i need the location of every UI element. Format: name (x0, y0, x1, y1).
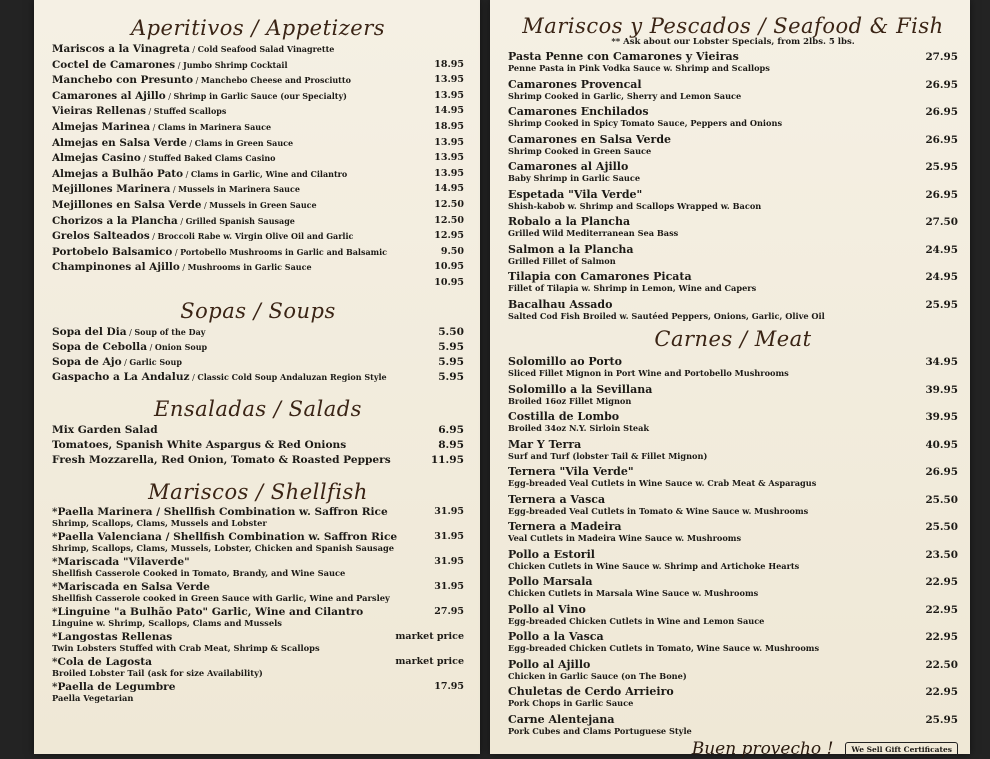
menu-item (508, 439, 958, 461)
menu-item (52, 681, 464, 705)
menu-item-description: Chicken Cutlets in Marsala Wine Sauce w. Mushrooms (508, 588, 759, 598)
menu-item-name: *Mariscada en Salsa Verde (52, 580, 210, 593)
menu-item-name: Almejas Marinea (52, 120, 151, 133)
meat-list (508, 356, 958, 736)
menu-item-name: Almejas a Bulhão Pato (52, 167, 184, 180)
menu-item-description: Portobello Mushrooms in Garlic and Balsamic (180, 246, 388, 257)
menu-item-description: Soup of the Day (134, 326, 206, 337)
menu-item-text: Champinones al Ajillo / Mushrooms in Garlic Sauce (52, 261, 312, 274)
menu-item-text (508, 134, 919, 156)
lobster-note: ** Ask about our Lobster Specials, from 2lbs. 5 lbs. (611, 37, 855, 47)
menu-item (52, 151, 464, 167)
menu-item-name: Fresh Mozzarella, Red Onion, Tomato & Roasted Peppers (52, 453, 391, 466)
menu-item-description: Mushrooms in Garlic Sauce (187, 262, 312, 273)
menu-item-text (508, 576, 919, 598)
menu-item-description: Penne Pasta in Pink Vodka Sauce w. Shrimp and Scallops (508, 63, 770, 73)
menu-item (52, 104, 464, 120)
menu-item-text (508, 216, 919, 238)
menu-item-price: 31.95 (434, 580, 464, 592)
menu-item-text (508, 521, 919, 543)
menu-item-name: Gaspacho a La Andaluz (52, 370, 190, 383)
menu-item (52, 355, 464, 370)
menu-item-price: 22.95 (925, 603, 958, 616)
menu-item-price: 14.95 (434, 183, 464, 195)
menu-item (508, 549, 958, 571)
menu-item-price: 27.50 (925, 216, 958, 228)
menu-item-price: 22.95 (925, 631, 958, 643)
menu-item-description: Clams in Green Sauce (194, 137, 294, 148)
appetizers-list (52, 42, 464, 291)
menu-item-description: Twin Lobsters Stuffed with Crab Meat, Shrimp & Scallops (52, 643, 320, 653)
menu-item-price: 18.95 (434, 120, 464, 132)
menu-item-name: Chuletas de Cerdo Arrieiro (508, 685, 674, 698)
menu-item-description: Shrimp, Scallops, Clams, Mussels, Lobster, Chicken and Spanish Sausage (52, 543, 395, 553)
menu-item-name: Espetada "Vila Verde" (508, 187, 643, 201)
menu-item-text (52, 631, 389, 655)
menu-item-text: Almejas Marinea / Clams in Marinera Sauce (52, 120, 272, 133)
menu-item-name: Carne Alentejana (508, 712, 615, 726)
menu-item-price: 13.95 (434, 74, 464, 86)
menu-item-text (508, 189, 919, 211)
menu-item-price: 39.95 (925, 383, 958, 396)
menu-item (52, 423, 464, 438)
menu-item (52, 182, 464, 198)
menu-item-text (508, 79, 919, 101)
menu-item-description: Stuffed Baked Clams Casino (148, 153, 276, 164)
menu-item-price: 14.95 (434, 105, 464, 117)
menu-item (52, 631, 464, 655)
menu-item-text: Coctel de Camarones / Jumbo Shrimp Cocktail (52, 58, 288, 71)
menu-item (52, 136, 464, 152)
menu-item-text (52, 556, 428, 580)
menu-item-description: Salted Cod Fish Broiled w. Sautéed Peppers, Onions, Garlic, Olive Oil (508, 310, 825, 321)
menu-item-text (52, 506, 428, 530)
menu-item-name: Robalo a la Plancha (508, 215, 631, 228)
menu-item-name: *Langostas Rellenas (52, 630, 173, 643)
menu-item-name: Sopa de Cebolla (52, 340, 148, 353)
menu-item-description: Mussels in Marinera Sauce (178, 184, 300, 195)
menu-item (508, 576, 958, 598)
meat-heading: Carnes / Meat (654, 327, 812, 351)
menu-item-price: 5.95 (438, 355, 464, 368)
menu-item (52, 120, 464, 136)
menu-item-price: 5.95 (438, 370, 464, 383)
menu-item-description: Chicken Cutlets in Wine Sauce w. Shrimp and Artichoke Hearts (508, 560, 800, 571)
menu-item (508, 659, 958, 681)
menu-item (508, 686, 958, 708)
menu-item-description: Cold Seafood Salad Vinagrette (197, 44, 335, 54)
menu-item-price: 31.95 (434, 505, 464, 517)
menu-item-text: Vieiras Rellenas / Stuffed Scallops (52, 105, 227, 118)
menu-item-price: 26.95 (925, 188, 958, 201)
menu-item-price: 39.95 (925, 411, 958, 423)
menu-item-price: 5.95 (438, 340, 464, 353)
menu-item-text (508, 161, 919, 183)
menu-item-price: 13.95 (434, 167, 464, 179)
menu-item-description: Jumbo Shrimp Cocktail (182, 59, 288, 70)
menu-item-price: 18.95 (434, 58, 464, 70)
menu-item-text (508, 714, 919, 736)
menu-item-text (508, 106, 919, 128)
menu-item-text: Mariscos a la Vinagreta / Cold Seafood Salad Vinagrette (52, 43, 335, 55)
menu-item (52, 214, 464, 230)
menu-item-description: Shrimp Cooked in Garlic, Sherry and Lemon Sauce (508, 90, 742, 101)
menu-item (52, 167, 464, 183)
menu-item-name: Sopa del Dia (52, 325, 127, 338)
menu-item-price: 24.95 (925, 243, 958, 256)
buen-provecho: Buen provecho ! (691, 739, 834, 759)
menu-item-name: Champinones al Ajillo (52, 261, 180, 274)
menu-item-name: Bacalhau Assado (508, 297, 613, 311)
menu-item-description: Stuffed Scallops (153, 106, 227, 117)
menu-item-name: Costilla de Lombo (508, 410, 620, 423)
menu-item (508, 384, 958, 406)
menu-item-text (52, 531, 428, 555)
menu-item-price: 10.95 (434, 261, 464, 273)
menu-item (508, 631, 958, 653)
menu-item (508, 51, 958, 73)
menu-item-text: Chorizos a la Plancha / Grilled Spanish Sausage (52, 214, 295, 227)
menu-item (52, 581, 464, 605)
menu-item (52, 58, 464, 74)
menu-item-text: Almejas a Bulhão Pato / Clams in Garlic, Wine and Cilantro (52, 167, 348, 180)
menu-item-description: Garlic Soup (129, 356, 182, 367)
menu-item-name: Mariscos a la Vinagreta (52, 43, 190, 55)
menu-item-name: Camarones al Ajillo (52, 89, 166, 102)
menu-item-text: Almejas Casino / Stuffed Baked Clams Casino (52, 152, 276, 165)
menu-item-price: 12.50 (434, 214, 464, 226)
menu-item (52, 453, 464, 468)
menu-item-price: 12.95 (434, 230, 464, 242)
menu-item-name: Pasta Penne con Camarones y Vieiras (508, 50, 739, 63)
shellfish-list (52, 506, 464, 705)
menu-item-price: 13.95 (434, 136, 464, 148)
menu-item-price: 23.50 (925, 548, 958, 561)
menu-item-price: 22.50 (925, 658, 958, 671)
menu-item-name: Camarones Provencal (508, 77, 642, 91)
menu-item-text: Grelos Salteados / Broccoli Rabe w. Virgin Olive Oil and Garlic (52, 230, 354, 243)
menu-item-description: Linguine w. Shrimp, Scallops, Clams and Mussels (52, 618, 282, 628)
menu-item-name: Pollo a la Vasca (508, 630, 604, 643)
menu-item-price: market price (395, 630, 464, 642)
seafood-list (508, 51, 958, 321)
menu-item-name: Mejillones en Salsa Verde (52, 198, 202, 211)
menu-item-text (52, 438, 432, 453)
gift-certificates-badge: We Sell Gift Certificates (845, 742, 958, 757)
menu-item-text (52, 423, 432, 438)
menu-item-price: 25.50 (925, 521, 958, 533)
menu-item-text (52, 656, 389, 680)
menu-item-description: Mussels in Green Sauce (209, 199, 317, 210)
menu-item (52, 506, 464, 530)
menu-item-description: Clams in Marinera Sauce (157, 121, 272, 132)
menu-item-name: Mar Y Terra (508, 437, 582, 451)
menu-item (508, 521, 958, 543)
menu-item-description: Shrimp Cooked in Green Sauce (508, 145, 652, 156)
menu-item (508, 189, 958, 211)
menu-item-description: Egg-breaded Chicken Cutlets in Tomato, Wine Sauce w. Mushrooms (508, 643, 820, 653)
menu-item-price: 8.95 (438, 438, 464, 451)
menu-item-description: Onion Soup (154, 341, 208, 352)
menu-item-name: Camarones Enchilados (508, 105, 649, 118)
menu-item-price: 40.95 (925, 438, 958, 451)
menu-item-name: Pollo a Estoril (508, 547, 595, 561)
menu-item (52, 556, 464, 580)
menu-item-name: Camarones al Ajillo (508, 160, 629, 173)
menu-item-price: 25.50 (925, 493, 958, 506)
menu-item-name: Portobelo Balsamico (52, 245, 173, 258)
menu-item-text (508, 631, 919, 653)
menu-item-text: Mejillones Marinera / Mussels in Marinera Sauce (52, 183, 300, 196)
menu-item-description: Broiled 16oz Fillet Mignon (508, 395, 632, 406)
menu-item (508, 714, 958, 736)
menu-item-price: 31.95 (434, 555, 464, 567)
menu-item-text (508, 466, 919, 488)
menu-item-description: Clams in Garlic, Wine and Cilantro (190, 168, 348, 179)
menu-item (508, 244, 958, 266)
menu-item-price: 13.95 (434, 152, 464, 164)
menu-item (52, 260, 464, 276)
menu-item-price: 22.95 (925, 686, 958, 698)
menu-item-description: Shellfish Casserole cooked in Green Sauce with Garlic, Wine and Parsley (52, 593, 390, 603)
menu-item (52, 245, 464, 261)
menu-item-text (52, 581, 428, 605)
menu-item-name: Camarones en Salsa Verde (508, 132, 672, 146)
soups-list (52, 325, 464, 385)
menu-item-price: 11.95 (430, 453, 464, 466)
menu-footer (508, 739, 958, 759)
menu-item (52, 229, 464, 245)
menu-item-text (508, 51, 919, 73)
menu-item-price: 25.95 (925, 161, 958, 173)
menu-item-text (508, 659, 919, 681)
menu-item (52, 370, 464, 385)
menu-item-name: Mejillones Marinera (52, 183, 171, 196)
menu-item (52, 42, 464, 58)
menu-item-text (508, 299, 919, 321)
menu-item-price: 22.95 (925, 576, 958, 588)
menu-item-name: Ternera a Madeira (508, 520, 622, 533)
menu-item (52, 325, 464, 340)
menu-item-text (508, 411, 919, 433)
menu-item-description: Pork Cubes and Clams Portuguese Style (508, 725, 692, 736)
menu-page-right (490, 0, 970, 759)
menu-page-left (34, 0, 480, 754)
menu-item-description: Shellfish Casserole Cooked in Tomato, Brandy, and Wine Sauce (52, 568, 346, 578)
menu-item-name: Solomillo ao Porto (508, 355, 622, 368)
menu-item-text: Mejillones en Salsa Verde / Mussels in Green Sauce (52, 198, 317, 211)
menu-item-text (508, 494, 919, 516)
menu-item (508, 356, 958, 378)
menu-item-name: *Paella de Legumbre (52, 680, 176, 693)
menu-item-name: Mix Garden Salad (52, 423, 158, 436)
menu-item-text (508, 384, 919, 406)
menu-item-name: Pollo al Ajillo (508, 657, 591, 671)
menu-item-price: 6.95 (438, 423, 464, 436)
menu-item-price: 27.95 (434, 605, 464, 617)
menu-item-price: 9.50 (440, 245, 464, 257)
menu-item-price: 34.95 (925, 356, 958, 368)
menu-item-name: Coctel de Camarones (52, 58, 176, 71)
menu-item-text (52, 681, 428, 705)
salads-list (52, 423, 464, 468)
menu-item (508, 299, 958, 321)
menu-item (52, 531, 464, 555)
appetizers-heading: Aperitivos / Appetizers (130, 16, 386, 40)
menu-item-text: Almejas en Salsa Verde / Clams in Green Sauce (52, 136, 294, 149)
menu-item-description: Shrimp Cooked in Spicy Tomato Sauce, Peppers and Onions (508, 118, 783, 128)
menu-item-name: Tilapia con Camarones Picata (508, 270, 692, 283)
menu-item-name: Ternera "Vila Verde" (508, 465, 634, 478)
menu-item-text: Sopa de Cebolla / Onion Soup (52, 340, 208, 353)
menu-item-description: Egg-breaded Veal Cutlets in Tomato & Wine Sauce w. Mushrooms (508, 505, 809, 516)
menu-item-price: 27.95 (925, 51, 958, 63)
menu-item-price: market price (395, 655, 464, 667)
menu-item-name: Ternera a Vasca (508, 492, 606, 506)
menu-item-price: 31.95 (434, 530, 464, 542)
menu-item (508, 466, 958, 488)
menu-item-price: 25.95 (925, 713, 958, 726)
menu-item-name: *Paella Valenciana / Shellfish Combination w. Saffron Rice (52, 530, 398, 543)
soups-heading: Sopas / Soups (180, 298, 336, 323)
menu-item (52, 656, 464, 680)
menu-item (508, 79, 958, 101)
menu-item-name: Grelos Salteados (52, 230, 150, 243)
menu-item-price: 17.95 (434, 680, 464, 692)
menu-item-description: Broiled Lobster Tail (ask for size Availability) (52, 668, 263, 678)
menu-item-description: Egg-breaded Veal Cutlets in Wine Sauce w. Crab Meat & Asparagus (508, 478, 817, 488)
menu-item (508, 134, 958, 156)
menu-item-text: Gaspacho a La Andaluz / Classic Cold Soup Andaluzan Region Style (52, 370, 387, 383)
menu-item (508, 106, 958, 128)
menu-item (52, 606, 464, 630)
menu-item (52, 438, 464, 453)
menu-item-text (508, 686, 919, 708)
menu-item-name: Sopa de Ajo (52, 355, 122, 368)
menu-item-description: Egg-breaded Chicken Cutlets in Wine and Lemon Sauce (508, 615, 765, 626)
menu-item-price: 26.95 (925, 106, 958, 118)
menu-item (508, 411, 958, 433)
menu-item-price: 10.95 (434, 276, 464, 288)
menu-item-description: Surf and Turf (lobster Tail & Fillet Mignon) (508, 450, 708, 461)
menu-item-text (508, 356, 919, 378)
menu-item-name: Salmon a la Plancha (508, 242, 634, 256)
menu-item-name: *Linguine "a Bulhão Pato" Garlic, Wine and Cilantro (52, 605, 364, 618)
menu-item-price: 26.95 (925, 133, 958, 146)
menu-item (52, 198, 464, 214)
menu-item (508, 604, 958, 626)
menu-item-price: 25.95 (925, 298, 958, 311)
menu-item-description: Fillet of Tilapia w. Shrimp in Lemon, Wine and Capers (508, 283, 757, 293)
menu-item-description: Grilled Wild Mediterranean Sea Bass (508, 228, 679, 238)
menu-item-name: *Cola de Lagosta (52, 655, 152, 668)
menu-item-text (508, 439, 919, 461)
menu-item-text (508, 549, 919, 571)
menu-item (508, 494, 958, 516)
menu-item-description: Pork Chops in Garlic Sauce (508, 698, 634, 708)
menu-item-text: Manchebo con Presunto / Manchebo Cheese and Prosciutto (52, 74, 351, 87)
menu-item-description: Shrimp in Garlic Sauce (our Specialty) (173, 90, 347, 101)
menu-item-name: Tomatoes, Spanish White Aspargus & Red Onions (52, 438, 347, 451)
menu-item-name: *Mariscada "Vilaverde" (52, 555, 190, 568)
menu-item (52, 276, 464, 291)
menu-item-price: 26.95 (925, 78, 958, 91)
menu-item-description: Shish-kabob w. Shrimp and Scallops Wrapped w. Bacon (508, 200, 762, 211)
menu-item-name: Almejas en Salsa Verde (52, 136, 187, 149)
menu-item-description: Veal Cutlets in Madeira Wine Sauce w. Mushrooms (508, 533, 742, 543)
menu-item-name: Solomillo a la Sevillana (508, 382, 653, 396)
menu-item-name: Vieiras Rellenas (52, 105, 146, 118)
menu-item (508, 216, 958, 238)
menu-item-price: 26.95 (925, 466, 958, 478)
menu-item-description: Paella Vegetarian (52, 693, 134, 703)
menu-item (52, 73, 464, 89)
menu-item (508, 271, 958, 293)
menu-item-price: 13.95 (434, 89, 464, 101)
menu-item-description: Sliced Fillet Mignon in Port Wine and Portobello Mushrooms (508, 368, 789, 378)
menu-item-text: Camarones al Ajillo / Shrimp in Garlic Sauce (our Specialty) (52, 89, 347, 102)
menu-item-name: Almejas Casino (52, 152, 141, 165)
menu-item-text (52, 453, 425, 468)
menu-item-description: Classic Cold Soup Andaluzan Region Style (197, 371, 387, 382)
menu-item-price: 24.95 (925, 271, 958, 283)
menu-item-text (52, 606, 428, 630)
menu-item-description: Broiled 34oz N.Y. Sirloin Steak (508, 423, 650, 433)
menu-item-name: Chorizos a la Plancha (52, 214, 178, 227)
menu-item-name: *Paella Marinera / Shellfish Combination w. Saffron Rice (52, 505, 388, 518)
salads-heading: Ensaladas / Salads (154, 396, 362, 421)
menu-item-text (508, 604, 919, 626)
menu-item-text: Portobelo Balsamico / Portobello Mushrooms in Garlic and Balsamic (52, 245, 388, 258)
menu-item-price: 5.50 (438, 325, 464, 338)
menu-item-text (508, 271, 919, 293)
menu-item-description: Grilled Spanish Sausage (185, 215, 295, 226)
menu-item-name: Pollo Marsala (508, 575, 593, 588)
menu-item (508, 161, 958, 183)
seafood-heading: Mariscos y Pescados / Seafood & Fish (522, 14, 944, 38)
menu-item-description: Shrimp, Scallops, Clams, Mussels and Lobster (52, 518, 267, 528)
menu-item-description: Chicken in Garlic Sauce (on The Bone) (508, 670, 687, 681)
menu-item-text: Sopa del Dia / Soup of the Day (52, 325, 206, 338)
menu-item-description: Manchebo Cheese and Prosciutto (200, 75, 351, 86)
menu-item-name: Manchebo con Presunto (52, 74, 194, 87)
menu-item (52, 340, 464, 355)
menu-item-text (508, 244, 919, 266)
menu-item (52, 89, 464, 105)
menu-item-text: Sopa de Ajo / Garlic Soup (52, 355, 182, 368)
menu-item-price: 12.50 (434, 198, 464, 210)
menu-item-name: Pollo al Vino (508, 602, 586, 616)
menu-item-description: Broccoli Rabe w. Virgin Olive Oil and Garlic (157, 231, 354, 242)
shellfish-heading: Mariscos / Shellfish (148, 479, 368, 504)
menu-item-description: Baby Shrimp in Garlic Sauce (508, 173, 641, 183)
menu-item-description: Grilled Fillet of Salmon (508, 255, 616, 266)
